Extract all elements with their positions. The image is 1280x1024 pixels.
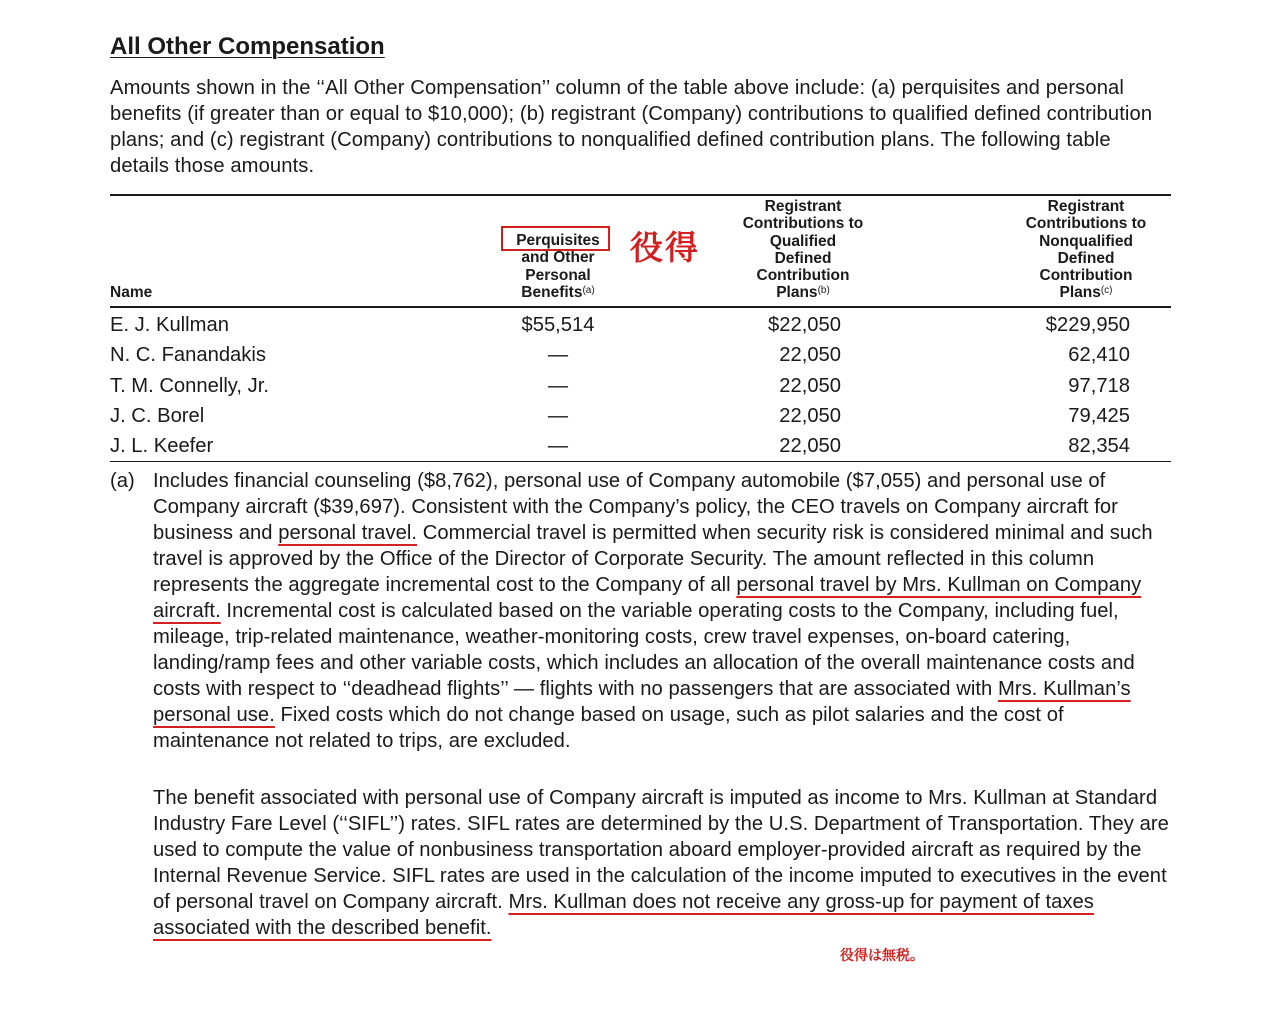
header-perq-line: Personal (525, 266, 591, 284)
cell-nonqualified: 97,718 (1068, 375, 1130, 397)
cell-nonqualified: 62,410 (1068, 344, 1130, 366)
header-nonq-line: Registrant (1047, 198, 1125, 215)
header-qualified-contributions (712, 198, 894, 302)
cell-qualified: 22,050 (779, 405, 841, 427)
cell-qualified: $22,050 (768, 314, 841, 336)
cell-nonqualified: 82,354 (1068, 435, 1130, 457)
tax-free-annotation: 役得は無税。 (840, 948, 924, 964)
header-qual-line: Contributions to (742, 215, 864, 233)
cell-qualified: 22,050 (779, 375, 841, 397)
cell-qualified: 22,050 (779, 435, 841, 457)
cell-name: J. L. Keefer (110, 435, 214, 457)
table-bottom-rule (110, 461, 1171, 462)
footnote-text: Fixed costs which do not change based on usage, such as pilot salaries and the cost of maintenance not related to trips, are excluded. (153, 704, 1064, 752)
header-nonqualified-contributions (995, 198, 1177, 302)
footnote-ref: (a) (582, 284, 595, 296)
header-nonq-line: Defined (1057, 249, 1115, 267)
header-perq-line: Perquisites (516, 232, 600, 249)
cell-qualified: 22,050 (779, 344, 841, 366)
section-title: All Other Compensation (110, 33, 385, 60)
table-top-rule (110, 194, 1171, 196)
perquisite-annotation: 役得 (630, 228, 700, 267)
highlighted-text: personal travel by Mrs. Kullman on Company aircraft. (153, 574, 1142, 622)
header-qual-line: Qualified (769, 232, 837, 250)
header-qual-line: Plans$^{(b)}$ (776, 284, 830, 302)
cell-perquisites: — (547, 435, 569, 457)
footnote-paragraph (153, 468, 1173, 754)
header-qual-line: Registrant (764, 198, 842, 215)
cell-perquisites: $55,514 (521, 314, 595, 336)
highlighted-text: Mrs. Kullman’s personal use. (153, 678, 1131, 726)
intro-paragraph: Amounts shown in the ‘‘All Other Compensation’’ column of the table above include: (a) perquisites and personal benefits (if greater than or equal to $10,000); (b) registrant (Company) contributions to qualified defined contribution plans; and (c) registrant (Company) contributions to nonqualified defined contribution plans. The following table details those amounts. (110, 77, 1153, 177)
highlighted-text: Mrs. Kullman does not receive any gross-up for payment of taxes associated with the described benefit. (153, 891, 1094, 939)
footnote-text: Incremental cost is calculated based on the variable operating costs to the Company, including fuel, mileage, trip-related maintenance, weather-monitoring costs, crew travel expenses, on-board catering, landing/ramp fees and other variable costs, which includes an allocation of the overall maintenance costs and costs with respect to ‘‘deadhead flights’’ — flights with no passengers that are associated with (153, 600, 1135, 700)
table-row (110, 431, 1171, 461)
cell-name: J. C. Borel (110, 405, 205, 427)
footnote-ref: (c) (1100, 285, 1113, 297)
cell-nonqualified: 79,425 (1068, 405, 1130, 427)
header-nonq-line: Contribution (1039, 267, 1133, 285)
cell-nonqualified: $229,950 (1045, 314, 1130, 336)
header-perq-line: and Other (521, 249, 595, 267)
header-perq-line: Benefits$^{(a)}$ (521, 283, 595, 301)
cell-name: N. C. Fanandakis (110, 344, 266, 366)
cell-name: E. J. Kullman (110, 314, 229, 336)
cell-perquisites: — (547, 344, 569, 366)
footnote-paragraph (153, 785, 1173, 941)
footnote-label: (a) (110, 470, 135, 492)
table-header-rule (110, 306, 1171, 308)
header-qual-line: Contribution (756, 267, 850, 285)
cell-perquisites: — (547, 375, 569, 397)
footnote-text: The benefit associated with personal use of Company aircraft is imputed as income to Mrs. Kullman at Standard Industry Fare Level (‘‘SIFL’’) rates. SIFL rates are determined by the U.S. Department of Transportation. They are used to compute the value of nonbusiness transportation aboard employer-provided aircraft as required by the Internal Revenue Service. SIFL rates are used in the calculation of the income imputed to executives in the event of personal travel on Company aircraft. (153, 787, 1169, 913)
cell-name: T. M. Connelly, Jr. (110, 375, 269, 397)
table-row (110, 401, 1171, 431)
table-row (110, 371, 1171, 401)
table-row (110, 340, 1171, 370)
footnote-text: Commercial travel is permitted when security risk is considered minimal and such travel is approved by the Office of the Director of Corporate Security. The amount reflected in this column represents the aggregate incremental cost to the Company of all (153, 522, 1153, 596)
header-name: Name (110, 284, 153, 301)
cell-perquisites: — (547, 405, 569, 427)
perquisites-highlight-box (501, 226, 610, 251)
footnote-ref: (b) (817, 285, 830, 297)
header-nonq-line: Nonqualified (1039, 232, 1133, 250)
header-qual-line: Defined (774, 249, 832, 267)
header-nonq-line: Plans$^{(c)}$ (1059, 284, 1113, 302)
footnote-text: Includes financial counseling ($8,762), personal use of Company automobile ($7,055) and personal use of Company aircraft ($39,697). Consistent with the Company’s policy, the CEO travels on Company aircraft for business and (153, 470, 1118, 544)
table-row (110, 310, 1171, 340)
highlighted-text: personal travel. (278, 522, 418, 544)
header-nonq-line: Contributions to (1025, 215, 1147, 233)
